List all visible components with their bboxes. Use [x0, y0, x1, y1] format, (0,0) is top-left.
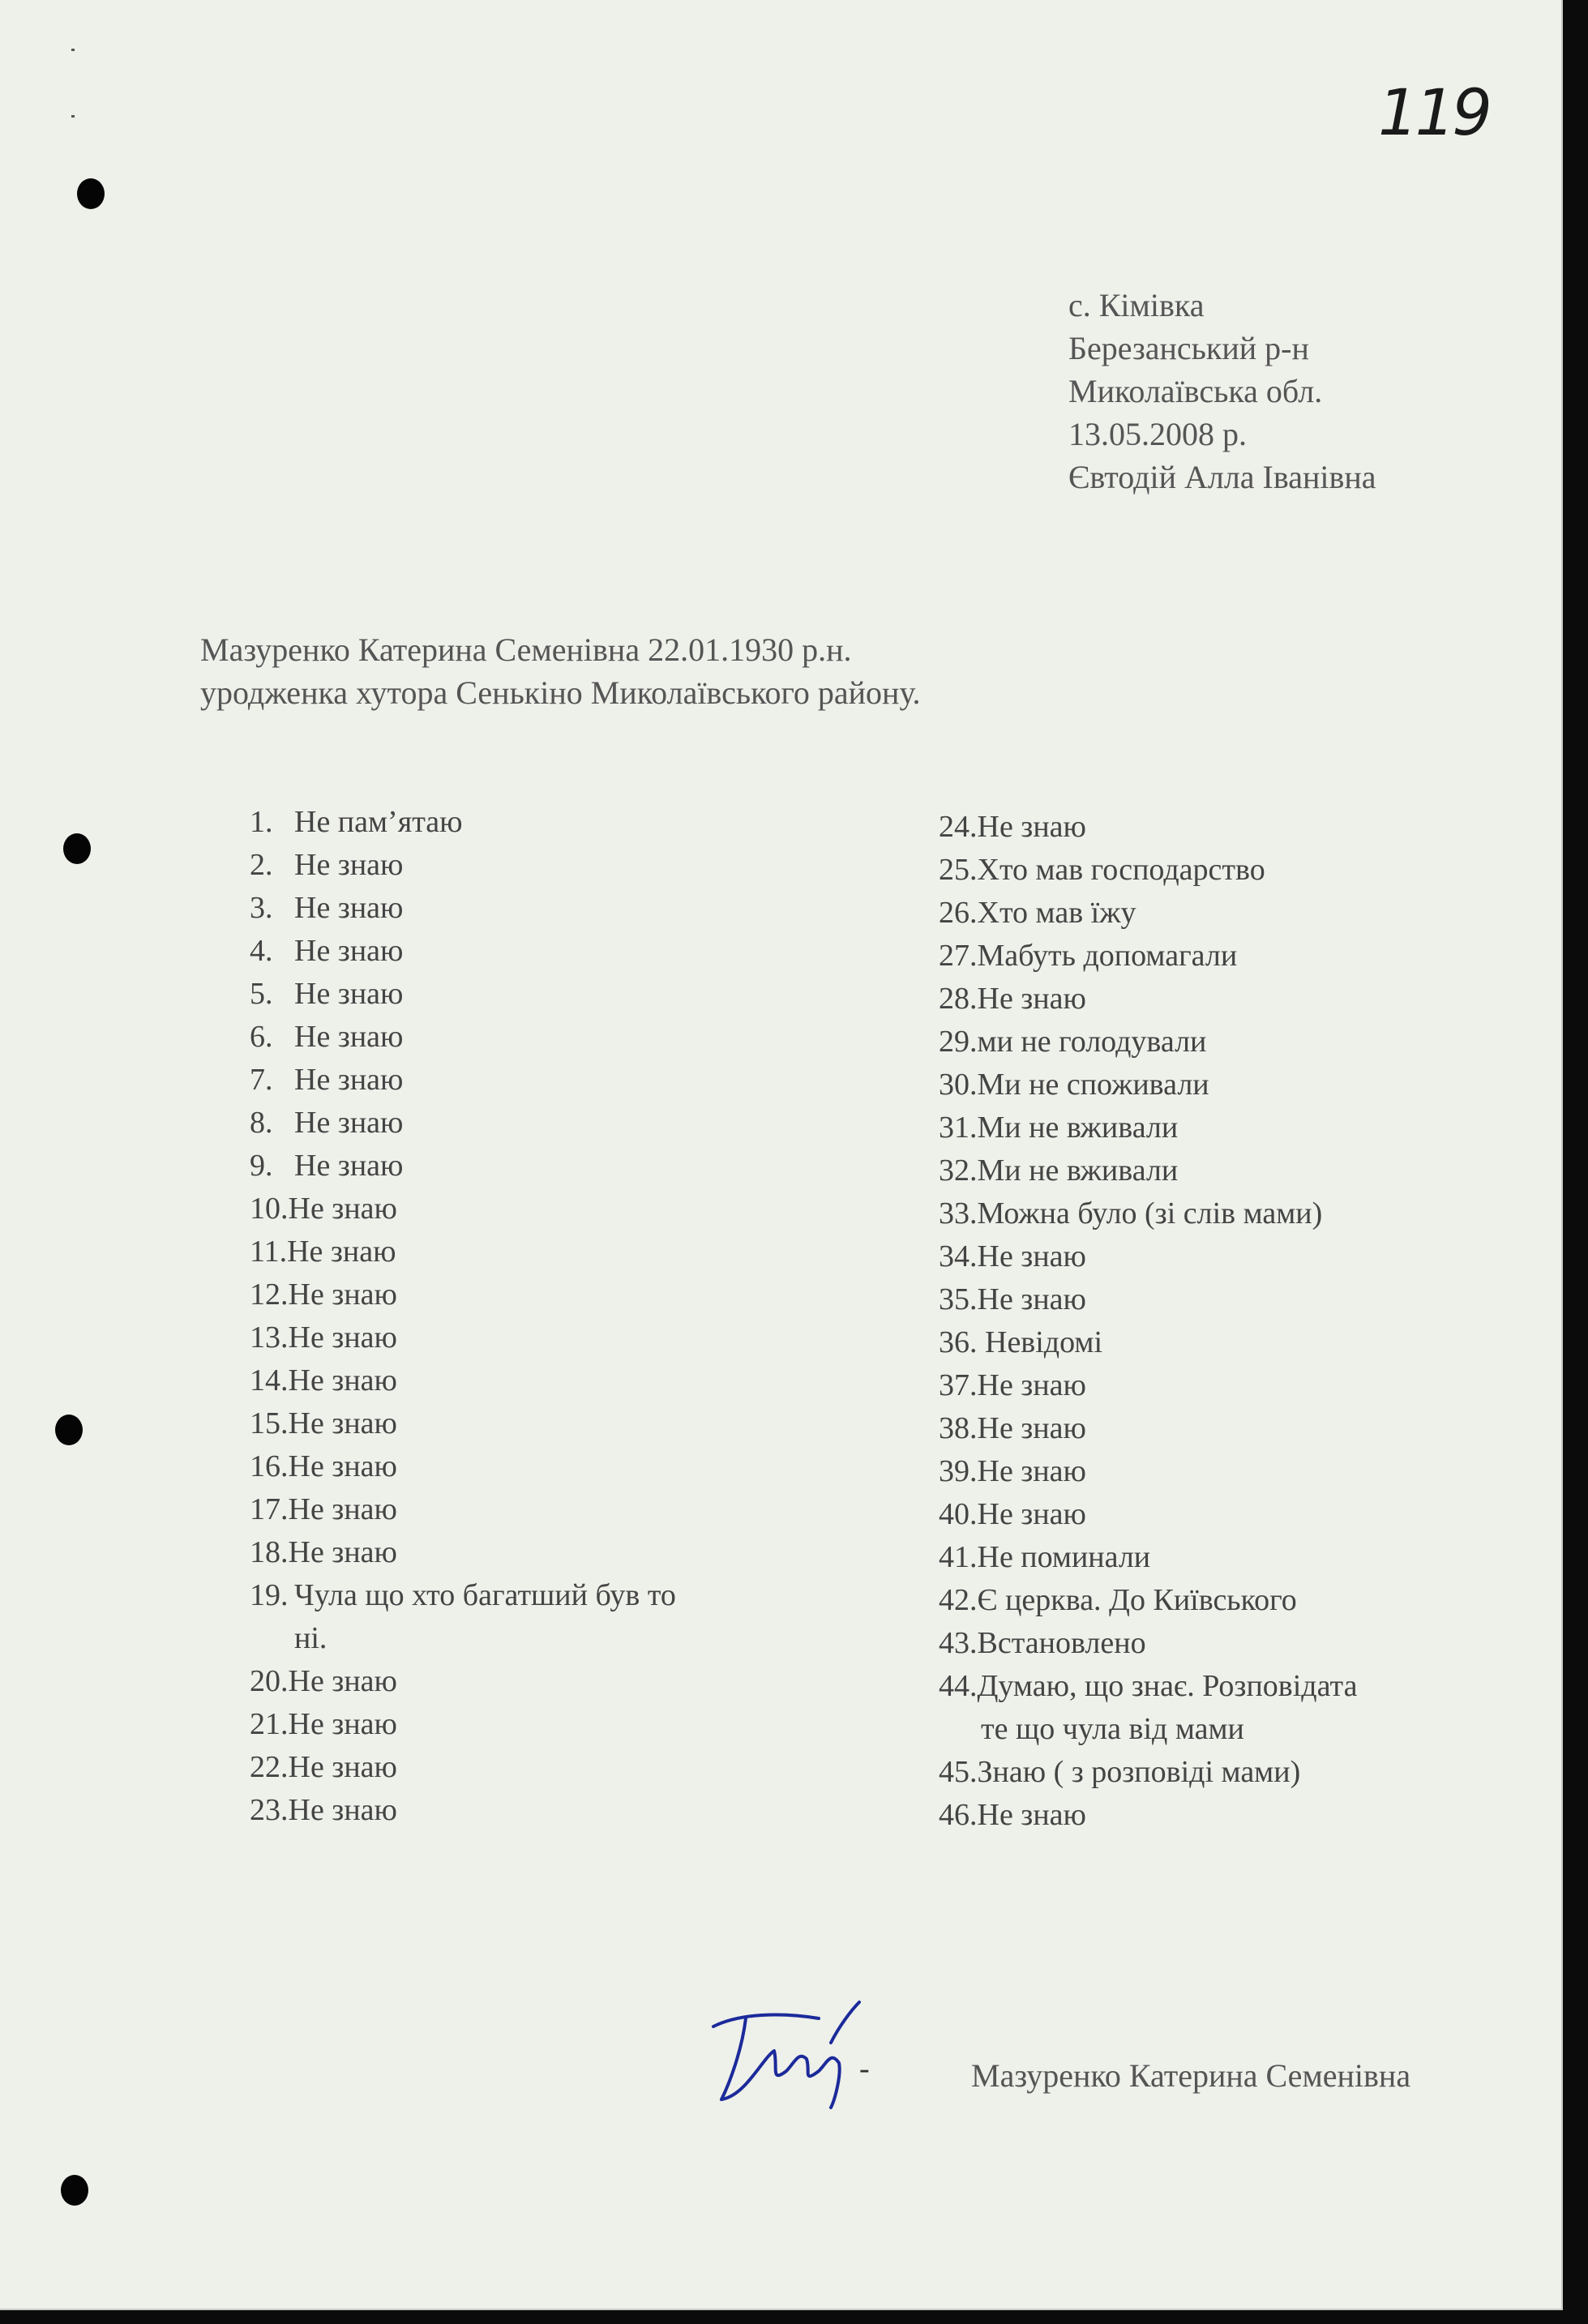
answer-number: 31. — [939, 1111, 978, 1145]
answer-item — [250, 1102, 833, 1145]
answer-text: Невідомі — [977, 1325, 1103, 1359]
answer-item — [939, 1064, 1506, 1106]
answer-number: 7. — [250, 1063, 273, 1097]
punch-hole — [61, 2175, 88, 2206]
punch-hole — [55, 1415, 83, 1445]
answer-number: 23. — [250, 1793, 289, 1827]
answer-item — [939, 935, 1506, 978]
answer-number: 15. — [250, 1406, 289, 1440]
answer-item — [939, 1192, 1506, 1235]
answer-number: 17. — [250, 1492, 289, 1526]
scan-mark — [71, 49, 75, 51]
answer-text: Не знаю — [288, 1750, 397, 1784]
answer-text: Мабуть допомагали — [977, 939, 1238, 973]
answer-item — [939, 1021, 1506, 1064]
answer-text: Не знаю — [977, 1368, 1086, 1402]
answer-item — [939, 1536, 1506, 1579]
answer-number: 5. — [250, 977, 273, 1011]
answer-text: Не знаю — [288, 1406, 397, 1440]
answer-number: 39. — [939, 1454, 978, 1488]
punch-hole — [63, 833, 91, 864]
answer-item — [250, 1402, 833, 1445]
answer-number: 43. — [939, 1626, 978, 1660]
answer-item — [250, 1059, 833, 1102]
answer-item — [250, 1359, 833, 1402]
answer-item — [939, 1622, 1506, 1665]
answer-text: Не знаю — [977, 1411, 1086, 1445]
answer-number: 10. — [250, 1192, 289, 1226]
district: Березанський р-н — [1068, 330, 1309, 366]
answer-item — [939, 1579, 1506, 1622]
date: 13.05.2008 р. — [1068, 416, 1247, 452]
answer-item — [939, 1450, 1506, 1493]
answer-text: Не знаю — [288, 1449, 397, 1483]
answer-item — [939, 1321, 1506, 1364]
answer-text: Знаю ( з розповіді мами) — [977, 1755, 1301, 1789]
answer-text: Встановлено — [977, 1626, 1146, 1660]
page-number: 119 — [1378, 77, 1489, 150]
answer-text: Думаю, що знає. Розповідата — [977, 1669, 1358, 1703]
answer-item — [250, 1445, 833, 1488]
answer-item — [250, 844, 833, 887]
answer-number: 18. — [250, 1535, 289, 1569]
answer-number: 4. — [250, 934, 273, 968]
answer-text: Не знаю — [294, 934, 404, 968]
answer-number: 42. — [939, 1583, 978, 1617]
answer-text: Не знаю — [294, 1106, 404, 1140]
scan-mark — [71, 115, 75, 118]
answer-number: 30. — [939, 1068, 978, 1102]
answers-column-right — [939, 806, 1506, 1837]
answer-text: Не знаю — [288, 1492, 397, 1526]
answer-text: Не знаю — [294, 977, 404, 1011]
answer-item — [250, 973, 833, 1016]
respondent-line-1: Мазуренко Катерина Семенівна 22.01.1930 р.н. — [200, 631, 852, 668]
answer-item — [250, 1273, 833, 1316]
answer-text: Не знаю — [977, 1798, 1086, 1832]
interviewer: Євтодій Алла Іванівна — [1068, 459, 1376, 495]
answer-number: 16. — [250, 1449, 289, 1483]
answer-text-continuation: те що чула від мами — [981, 1712, 1244, 1746]
answer-number: 21. — [250, 1707, 289, 1741]
punch-hole — [77, 178, 105, 209]
answer-item — [939, 1407, 1506, 1450]
answers-column-left — [250, 801, 833, 1832]
answer-text: Не знаю — [288, 1793, 397, 1827]
answer-text: Не знаю — [288, 1707, 397, 1741]
signature — [697, 1994, 875, 2116]
answer-text: Ми не споживали — [977, 1068, 1209, 1102]
answer-item — [250, 930, 833, 973]
answer-text: Чула що хто багатший був то — [294, 1578, 676, 1612]
respondent-line-2: уродженка хутора Сенькіно Миколаївського району. — [200, 674, 921, 711]
answer-item — [250, 1316, 833, 1359]
answer-number: 27. — [939, 939, 978, 973]
answer-text: Не знаю — [977, 1454, 1086, 1488]
region: Миколаївська обл. — [1068, 373, 1323, 409]
answer-number: 26. — [939, 896, 978, 930]
answer-text: Можна було (зі слів мами) — [977, 1196, 1323, 1230]
answer-item — [939, 978, 1506, 1021]
answer-item — [250, 1531, 833, 1574]
answer-text: Не знаю — [288, 1363, 397, 1397]
answer-item — [250, 1703, 833, 1746]
answer-item — [250, 1016, 833, 1059]
signature-name: Мазуренко Катерина Семенівна — [971, 2057, 1411, 2094]
answer-text: Не знаю — [977, 982, 1086, 1016]
answer-text: Не знаю — [294, 1020, 404, 1054]
answer-text: Не знаю — [288, 1192, 397, 1226]
answer-text: Не знаю — [288, 1320, 397, 1355]
answer-text: Не знаю — [288, 1278, 397, 1312]
answer-text: Не знаю — [288, 1535, 397, 1569]
answer-item — [939, 1751, 1506, 1794]
answer-number: 1. — [250, 805, 273, 839]
answer-text: Хто мав господарство — [977, 853, 1265, 887]
answer-item — [939, 1106, 1506, 1149]
answer-number: 6. — [250, 1020, 273, 1054]
answer-text: Ми не вживали — [977, 1111, 1179, 1145]
answer-text: Не знаю — [294, 1149, 404, 1183]
answer-text: Не знаю — [287, 1235, 396, 1269]
answer-number: 40. — [939, 1497, 978, 1531]
answer-item — [250, 801, 833, 844]
answer-text: ми не голодували — [977, 1025, 1207, 1059]
answer-text: Не знаю — [977, 1497, 1086, 1531]
answer-number: 36. — [939, 1325, 978, 1359]
answer-item — [939, 1665, 1506, 1751]
signature-dash: - — [859, 2052, 870, 2086]
answer-item — [250, 1789, 833, 1832]
answer-item — [939, 1149, 1506, 1192]
answer-item — [939, 806, 1506, 849]
answer-item — [939, 1278, 1506, 1321]
answer-number: 38. — [939, 1411, 978, 1445]
answer-number: 13. — [250, 1320, 289, 1355]
answer-item — [250, 1145, 833, 1188]
answer-item — [250, 1188, 833, 1230]
answer-text: Не пам’ятаю — [294, 805, 463, 839]
answer-item — [250, 1230, 833, 1273]
answer-number: 22. — [250, 1750, 289, 1784]
answer-number: 45. — [939, 1755, 978, 1789]
respondent-info — [200, 628, 920, 714]
answer-number: 34. — [939, 1239, 978, 1273]
answer-text: Не знаю — [294, 848, 404, 882]
answer-text: Не знаю — [294, 891, 404, 925]
address-block — [1068, 284, 1376, 499]
answer-text: Не знаю — [977, 1239, 1086, 1273]
answer-item — [939, 892, 1506, 935]
answer-text: Хто мав їжу — [977, 896, 1136, 930]
answer-item — [250, 1488, 833, 1531]
answer-text: Не знаю — [977, 810, 1086, 844]
answer-number: 11. — [250, 1235, 288, 1269]
answer-text: Не поминали — [977, 1540, 1151, 1574]
answer-number: 14. — [250, 1363, 289, 1397]
answer-item — [939, 1493, 1506, 1536]
answer-number: 12. — [250, 1278, 289, 1312]
answer-number: 20. — [250, 1664, 289, 1698]
answer-number: 19. — [250, 1578, 289, 1612]
answer-number: 29. — [939, 1025, 978, 1059]
answer-item — [939, 1794, 1506, 1837]
answer-text-continuation: ні. — [294, 1621, 327, 1655]
answer-number: 2. — [250, 848, 273, 882]
answer-item — [939, 849, 1506, 892]
answer-number: 32. — [939, 1153, 978, 1188]
answer-item — [939, 1364, 1506, 1407]
answer-item — [250, 1746, 833, 1789]
answer-number: 41. — [939, 1540, 978, 1574]
answer-number: 3. — [250, 891, 273, 925]
answer-number: 44. — [939, 1669, 978, 1703]
answer-item — [250, 1574, 833, 1660]
answer-text: Не знаю — [288, 1664, 397, 1698]
answer-number: 35. — [939, 1282, 978, 1316]
answer-text: Ми не вживали — [977, 1153, 1179, 1188]
answer-text: Не знаю — [977, 1282, 1086, 1316]
answer-item — [250, 1660, 833, 1703]
answer-number: 24. — [939, 810, 978, 844]
village: с. Кімівка — [1068, 287, 1205, 323]
answer-text: Є церква. До Київського — [977, 1583, 1297, 1617]
answer-item — [250, 887, 833, 930]
answer-number: 28. — [939, 982, 978, 1016]
answer-text: Не знаю — [294, 1063, 404, 1097]
answer-number: 25. — [939, 853, 978, 887]
answer-number: 9. — [250, 1149, 273, 1183]
answer-item — [939, 1235, 1506, 1278]
answer-number: 33. — [939, 1196, 978, 1230]
answer-number: 46. — [939, 1798, 978, 1832]
answer-number: 8. — [250, 1106, 273, 1140]
answer-number: 37. — [939, 1368, 978, 1402]
